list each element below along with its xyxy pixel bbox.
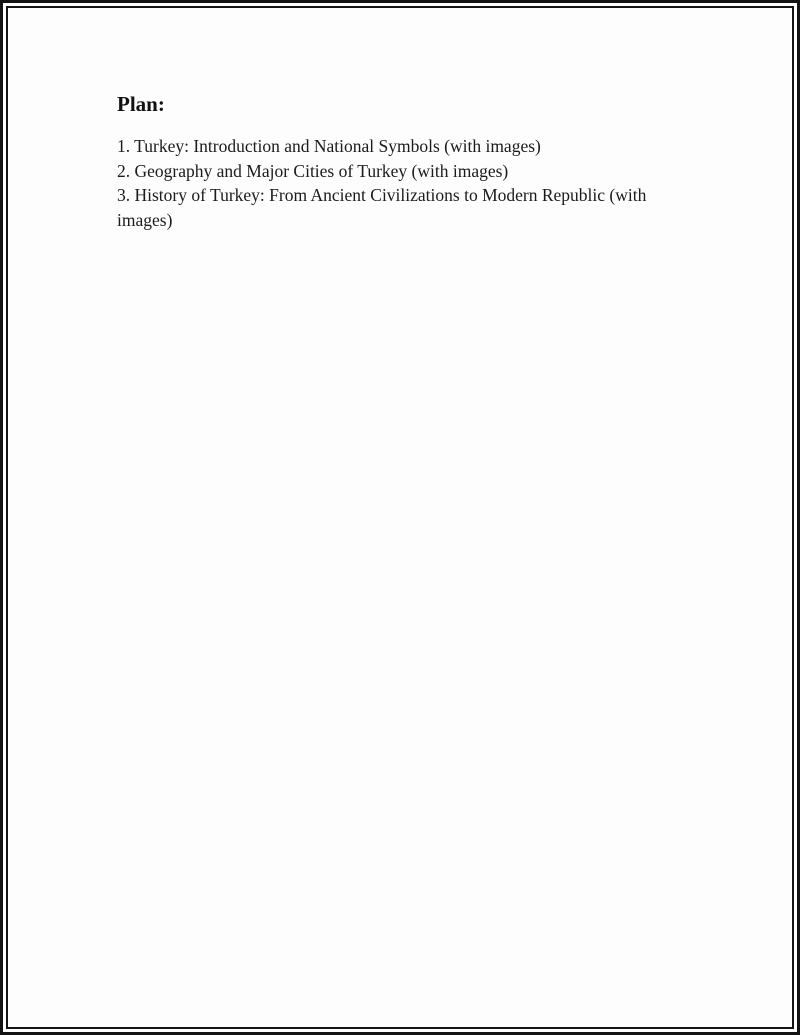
plan-heading: Plan: [117, 92, 165, 116]
plan-item-3: 3. History of Turkey: From Ancient Civilizations to Modern Republic (with images) [117, 185, 647, 230]
plan-list [117, 134, 682, 232]
plan-item-1: 1. Turkey: Introduction and National Symbols (with images) [117, 136, 541, 157]
page-inner-frame [6, 6, 794, 1029]
plan-item-2: 2. Geography and Major Cities of Turkey (with images) [117, 160, 509, 181]
document-content [8, 8, 792, 232]
